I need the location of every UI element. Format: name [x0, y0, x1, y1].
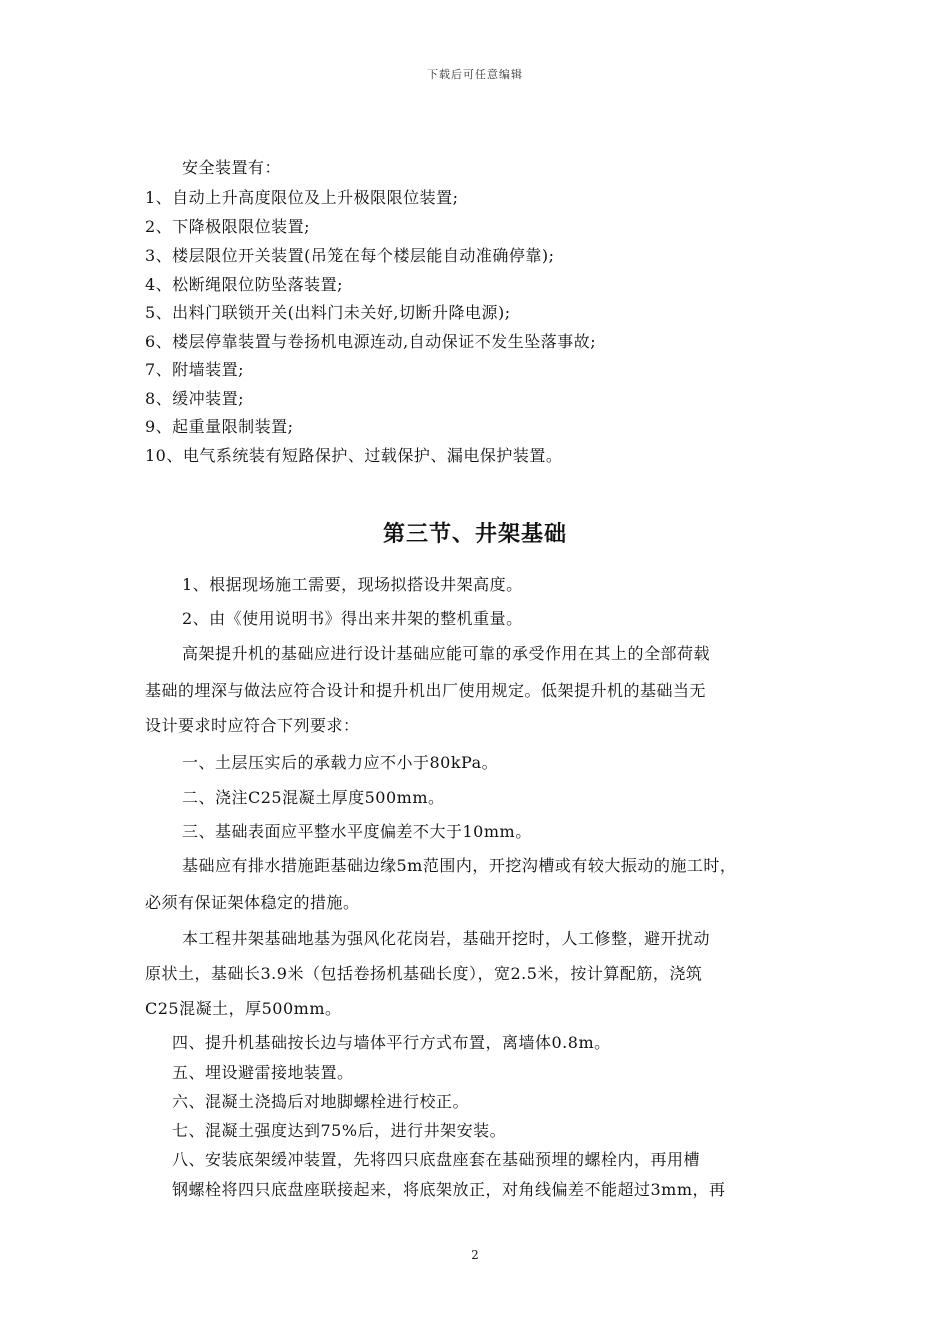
body-line: 钢螺栓将四只底盘座联接起来，将底架放正，对角线偏差不能超过3mm，再: [172, 1180, 726, 1199]
body-line: 本工程井架基础地基为强风化花岗岩，基础开挖时，人工修整，避开扰动: [182, 929, 711, 948]
safety-item: 8、缓冲装置;: [145, 389, 245, 408]
body-line: 四、提升机基础按长边与墙体平行方式布置，离墙体0.8m。: [172, 1033, 611, 1052]
body-line: 三、基础表面应平整水平度偏差不大于10mm。: [182, 822, 532, 841]
body-line: 高架提升机的基础应进行设计基础应能可靠的承受作用在其上的全部荷载: [182, 644, 711, 663]
body-line: 基础应有排水措施距基础边缘5m范围内，开挖沟槽或有较大振动的施工时，: [182, 856, 737, 875]
section-title: 第三节、井架基础: [382, 522, 567, 547]
body-line: 必须有保证架体稳定的措施。: [145, 893, 360, 912]
body-line: 设计要求时应符合下列要求：: [145, 716, 360, 735]
body-line: 六、混凝土浇捣后对地脚螺栓进行校正。: [172, 1092, 470, 1111]
body-line: 2、由《使用说明书》得出来井架的整机重量。: [182, 609, 523, 628]
safety-item: 9、起重量限制装置;: [145, 417, 294, 436]
safety-item: 1、自动上升高度限位及上升极限限位装置;: [145, 188, 459, 207]
safety-item: 5、出料门联锁开关(出料门未关好,切断升降电源);: [145, 303, 511, 322]
safety-item: 6、楼层停靠装置与卷扬机电源连动,自动保证不发生坠落事故;: [145, 332, 597, 351]
safety-intro: 安全装置有：: [182, 158, 282, 177]
body-line: 基础的埋深与做法应符合设计和提升机出厂使用规定。低架提升机的基础当无: [145, 681, 707, 700]
page-number: 2: [471, 1248, 479, 1262]
body-line: 一、土层压实后的承载力应不小于80kPa。: [182, 753, 499, 772]
body-line: 七、混凝土强度达到75%后，进行井架安装。: [172, 1121, 507, 1140]
page-header: 下载后可任意编辑: [427, 68, 523, 81]
body-line: 二、浇注C25混凝土厚度500mm。: [182, 788, 445, 807]
body-line: 八、安装底架缓冲装置，先将四只底盘座套在基础预埋的螺栓内，再用槽: [172, 1150, 701, 1169]
body-line: C25混凝土，厚500mm。: [145, 999, 342, 1018]
safety-item: 7、附墙装置;: [145, 360, 245, 379]
body-line: 原状土，基础长3.9米（包括卷扬机基础长度），宽2.5米，按计算配筋，浇筑: [145, 964, 703, 983]
safety-item: 4、松断绳限位防坠落装置;: [145, 275, 344, 294]
body-line: 1、根据现场施工需要，现场拟搭设井架高度。: [182, 575, 523, 594]
safety-item: 10、电气系统装有短路保护、过载保护、漏电保护装置。: [145, 446, 563, 465]
safety-item: 2、下降极限限位装置;: [145, 217, 311, 236]
body-line: 五、埋设避雷接地装置。: [172, 1063, 354, 1082]
safety-item: 3、楼层限位开关装置(吊笼在每个楼层能自动准确停靠);: [145, 246, 555, 265]
